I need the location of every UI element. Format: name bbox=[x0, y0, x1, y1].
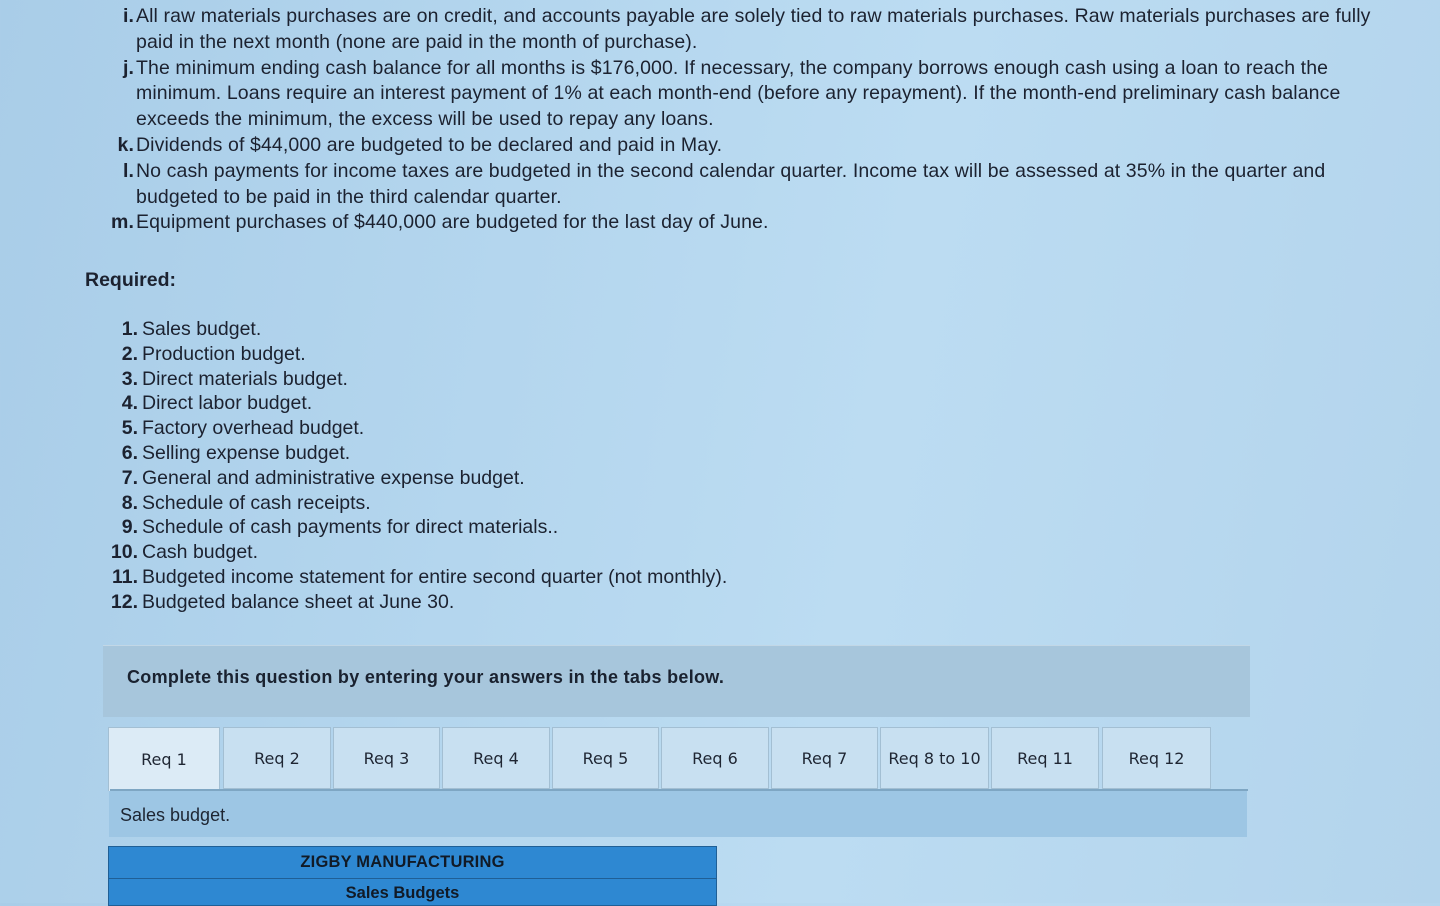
requirement-number: 6. bbox=[121, 441, 138, 464]
assumption-item-l bbox=[108, 159, 1388, 211]
item-text: All raw materials purchases are on credit, and accounts payable are solely tied to raw materials purchases. Raw materials purchases are fully paid in the next month (none are paid in the month of purchase). bbox=[136, 5, 1371, 53]
requirement-text: General and administrative expense budget. bbox=[142, 466, 525, 489]
tab-req-6[interactable]: Req 6 bbox=[661, 727, 769, 789]
budget-title: Sales Budgets bbox=[345, 883, 460, 902]
item-marker: l. bbox=[122, 159, 134, 182]
requirement-item bbox=[108, 416, 727, 441]
requirement-item bbox=[108, 367, 727, 392]
requirement-item bbox=[108, 491, 727, 516]
tab-req-7[interactable]: Req 7 bbox=[771, 727, 878, 789]
requirement-text: Budgeted income statement for entire second quarter (not monthly). bbox=[142, 565, 728, 588]
requirement-item bbox=[108, 515, 727, 540]
assumption-list bbox=[108, 4, 1388, 236]
requirement-text: Budgeted balance sheet at June 30. bbox=[142, 590, 455, 613]
requirement-text: Direct materials budget. bbox=[142, 367, 348, 390]
instruction-panel bbox=[103, 645, 1250, 717]
requirement-number: 3. bbox=[121, 367, 138, 390]
requirement-item bbox=[108, 441, 727, 466]
item-text: The minimum ending cash balance for all months is $176,000. If necessary, the company borrows enough cash using a loan to reach the minimum. Loans require an interest payment of 1% at each month-end (before any repayment). If the month-end preliminary cash balance exceeds the minimum, the excess will be used to repay any loans. bbox=[136, 56, 1341, 131]
item-marker: k. bbox=[117, 133, 134, 156]
requirement-text: Selling expense budget. bbox=[142, 441, 351, 464]
requirement-number: 11. bbox=[111, 565, 138, 588]
requirement-item bbox=[108, 391, 727, 416]
assumption-item-i bbox=[108, 4, 1388, 56]
requirement-text: Sales budget. bbox=[142, 318, 262, 340]
requirement-number: 5. bbox=[121, 417, 138, 440]
item-text: Dividends of $44,000 are budgeted to be declared and paid in May. bbox=[136, 133, 723, 156]
requirement-number: 4. bbox=[121, 392, 138, 415]
tab-subtitle: Sales budget. bbox=[120, 805, 231, 825]
item-text: Equipment purchases of $440,000 are budgeted for the last day of June. bbox=[136, 211, 769, 234]
tab-req-8-to-10[interactable]: Req 8 to 10 bbox=[880, 727, 989, 789]
requirement-item bbox=[108, 590, 727, 615]
requirement-text: Factory overhead budget. bbox=[142, 417, 365, 440]
requirement-number: 12. bbox=[110, 590, 138, 613]
instruction-text: Complete this question by entering your answers in the tabs below. bbox=[127, 667, 725, 687]
tab-req-2[interactable]: Req 2 bbox=[223, 727, 331, 789]
requirement-number: 8. bbox=[121, 491, 138, 514]
assumption-item-m bbox=[108, 210, 1388, 236]
requirement-item bbox=[108, 342, 727, 367]
requirement-text: Production budget. bbox=[142, 342, 306, 365]
requirement-number: 10. bbox=[110, 541, 138, 564]
requirement-number: 2. bbox=[121, 342, 138, 365]
item-marker: j. bbox=[122, 56, 134, 79]
tab-req-5[interactable]: Req 5 bbox=[552, 727, 659, 789]
item-text: No cash payments for income taxes are budgeted in the second calendar quarter. Income tax will be assessed at 35% in the quarter and budgeted to be paid in the third calendar quarter. bbox=[136, 159, 1326, 208]
tab-req-4[interactable]: Req 4 bbox=[442, 727, 550, 789]
assumption-item-k bbox=[108, 133, 1388, 159]
sales-budget-table-header bbox=[108, 846, 717, 906]
tab-req-12[interactable]: Req 12 bbox=[1102, 727, 1211, 789]
tab-req-3[interactable]: Req 3 bbox=[333, 727, 440, 789]
company-name: ZIGBY MANUFACTURING bbox=[109, 847, 716, 879]
tab-req-11[interactable]: Req 11 bbox=[991, 727, 1099, 789]
requirement-number: 1. bbox=[121, 318, 138, 340]
tab-content-header bbox=[109, 791, 1247, 837]
item-marker: i. bbox=[122, 5, 134, 27]
requirement-text: Cash budget. bbox=[142, 541, 259, 564]
tab-req-1[interactable]: Req 1 bbox=[108, 727, 220, 791]
requirement-item bbox=[108, 466, 727, 491]
requirement-item bbox=[108, 540, 727, 565]
requirement-item bbox=[108, 317, 727, 342]
requirement-number: 9. bbox=[121, 516, 138, 539]
requirement-number: 7. bbox=[121, 466, 138, 489]
requirement-item bbox=[108, 565, 727, 590]
item-marker: m. bbox=[111, 211, 134, 234]
requirement-text: Schedule of cash payments for direct materials.. bbox=[142, 516, 559, 539]
requirements-list bbox=[108, 317, 727, 615]
requirement-text: Direct labor budget. bbox=[142, 392, 313, 415]
requirement-tabs bbox=[108, 727, 1248, 791]
required-heading: Required: bbox=[85, 269, 177, 291]
assumption-item-j bbox=[108, 56, 1388, 133]
requirement-text: Schedule of cash receipts. bbox=[142, 491, 371, 514]
